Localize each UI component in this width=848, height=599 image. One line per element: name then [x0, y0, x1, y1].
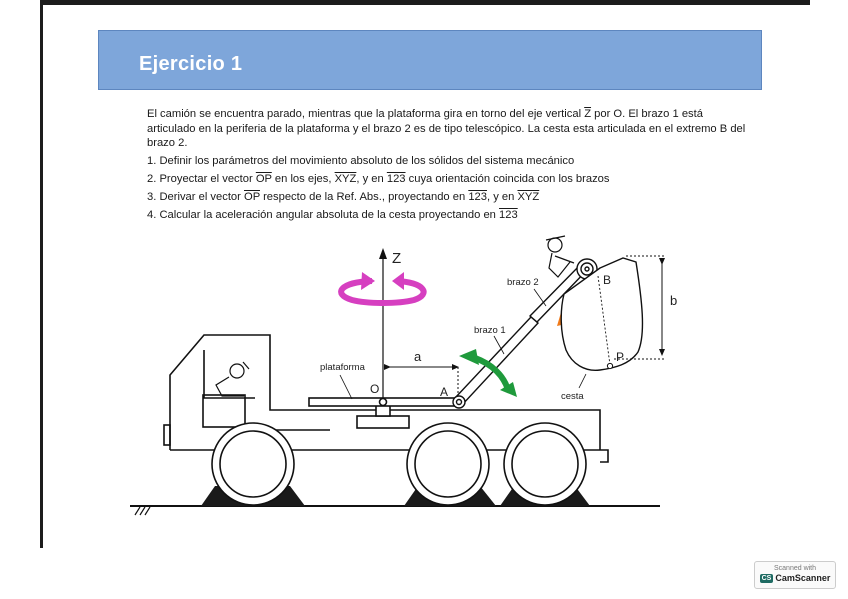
rotation-arrow-icon: [341, 272, 424, 303]
task-3-frame-123: 123: [468, 190, 487, 203]
camscanner-watermark: [754, 561, 836, 589]
task-2-text-e: , y en: [356, 172, 387, 185]
task-2-frame-xyz: $\overline{XYZ}$: [334, 172, 357, 185]
driver-figure: [216, 362, 249, 396]
intro-text-2: por O. El brazo 1 está articulado en la periferia de la plataforma y el brazo 2 es de tipo telescópico. La cesta esta articulada en el extremo B del brazo 2.: [147, 108, 746, 150]
scanner-caption: Scanned with: [773, 565, 817, 572]
task-3-text-a: 3. Derivar el vector: [147, 190, 244, 203]
intro-text-1: El camión se encuentra parado, mientras que la plataforma gira en torno del eje vertical: [147, 108, 585, 120]
task-2-vector: $\overline{OP}$: [255, 172, 272, 185]
task-4-text-a: 4. Calcular la aceleración angular absoluta de la cesta proyectando en: [147, 209, 500, 222]
worker-figure: [546, 236, 574, 277]
point-o-label: O: [370, 382, 380, 396]
task-1-text: 1. Definir los parámetros del movimiento absoluto de los sólidos del sistema mecánico: [147, 154, 575, 167]
task-2-text-c: en los ejes,: [271, 172, 335, 185]
ground: [130, 506, 660, 515]
task-3-frame-xyz: $\overline{XYZ}$: [517, 190, 540, 203]
truck-wheels: [212, 423, 586, 505]
exercise-title: Ejercicio 1: [139, 53, 243, 75]
task-3-vector: $\overline{OP}$: [244, 190, 260, 203]
brazo-1-label: brazo 1: [474, 325, 506, 336]
intro-axis: $\overline{Z}$: [584, 108, 592, 120]
point-b-label: B: [603, 273, 612, 287]
task-2-frame-123: 123: [386, 172, 406, 185]
task-2-text-g: cuya orientación coincida con los brazos: [405, 172, 610, 185]
task-3-text-e: , y en: [486, 190, 518, 203]
point-a-label: A: [440, 385, 449, 399]
point-p-label: P: [616, 350, 625, 364]
cesta-label: cesta: [561, 391, 584, 402]
scanner-brand: [755, 573, 835, 583]
z-axis: [379, 248, 387, 398]
plataforma-label: plataforma: [320, 362, 365, 373]
task-4-frame-123: 123: [499, 209, 518, 222]
brazo-2-label: brazo 2: [507, 277, 539, 288]
z-axis-label: Z: [392, 250, 402, 267]
scanner-name: CamScanner: [775, 573, 831, 583]
task-2-text-a: 2. Proyectar el vector: [147, 172, 256, 185]
platform-base: [309, 398, 457, 428]
dimension-a-label: a: [414, 349, 422, 364]
task-3-text-c: respecto de la Ref. Abs., proyectando en: [259, 190, 469, 203]
camscanner-logo-icon: CS: [761, 575, 772, 582]
dimension-b-label: b: [670, 293, 678, 308]
